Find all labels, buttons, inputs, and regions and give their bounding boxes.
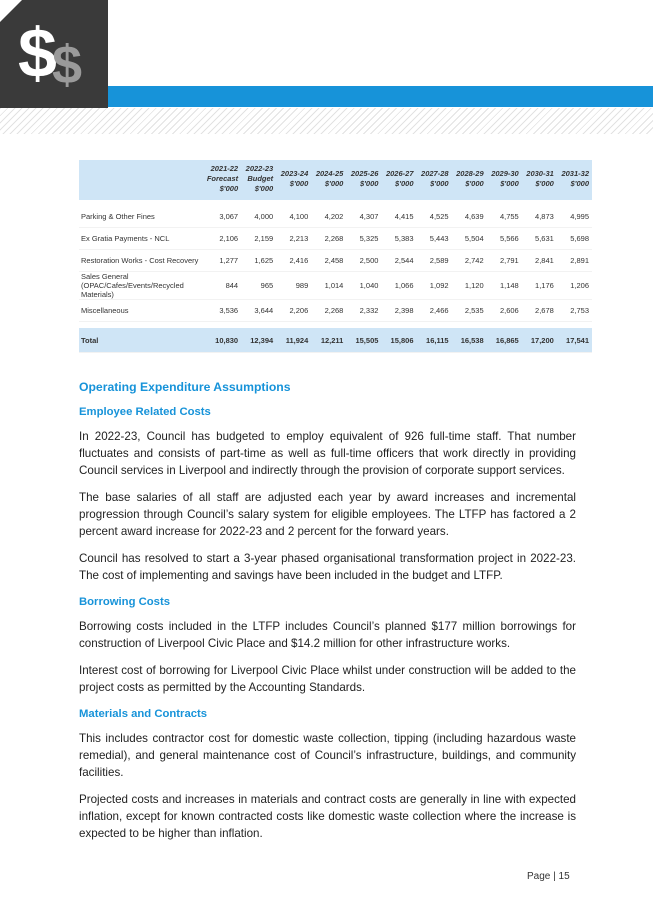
table-cell: 2,589: [417, 250, 452, 272]
total-cell: 16,538: [452, 328, 487, 353]
table-cell: 2,753: [557, 300, 592, 322]
table-body: [79, 200, 592, 353]
header-accent-bar: [108, 86, 653, 107]
table-cell: 2,606: [487, 300, 522, 322]
total-cell: 16,115: [417, 328, 452, 353]
table-cell: 1,040: [346, 272, 381, 300]
table-row: [79, 228, 592, 250]
table-cell: 5,631: [522, 228, 557, 250]
total-cell: 12,394: [241, 328, 276, 353]
table-cell: 1,066: [381, 272, 416, 300]
table-cell: 5,325: [346, 228, 381, 250]
table-row: [79, 206, 592, 228]
dollar-sign-small-icon: $: [52, 35, 83, 95]
paragraph: Interest cost of borrowing for Liverpool Civic Place whilst under construction will be added to the project costs as permitted by the Accounting Standards.: [79, 664, 576, 694]
table-header-cell: 2028-29 $'000: [452, 160, 487, 200]
table-cell: 1,148: [487, 272, 522, 300]
paragraph: This includes contractor cost for domestic waste collection, tipping (including hazardous waste remedial), and general maintenance cost of Council’s infrastructure, buildings, and community facilities.: [79, 732, 576, 779]
dollar-sign-large-icon: $: [18, 14, 57, 92]
table-cell: 5,698: [557, 228, 592, 250]
table-header-cell: 2022-23 Budget $'000: [241, 160, 276, 200]
subheading-borrowing-costs: Borrowing Costs: [79, 596, 171, 608]
total-cell: 17,200: [522, 328, 557, 353]
row-label: Parking & Other Fines: [79, 206, 202, 228]
table-header-cell: 2024-25 $'000: [311, 160, 346, 200]
table-total-row: [79, 328, 592, 353]
revenue-table-container: [79, 160, 592, 353]
table-cell: 2,332: [346, 300, 381, 322]
paragraph: Council has resolved to start a 3-year phased organisational transformation project in 2022-23. The cost of implementing and savings have been included in the budget and LTFP.: [79, 552, 576, 582]
total-cell: 15,505: [346, 328, 381, 353]
table-cell: 3,067: [202, 206, 241, 228]
total-cell: 10,830: [202, 328, 241, 353]
subheading-materials-contracts: Materials and Contracts: [79, 708, 208, 720]
table-header-corner: [79, 160, 202, 200]
table-cell: 1,092: [417, 272, 452, 300]
table-header-cell: 2027-28 $'000: [417, 160, 452, 200]
table-cell: 4,000: [241, 206, 276, 228]
table-cell: 2,106: [202, 228, 241, 250]
table-row: [79, 272, 592, 300]
page-number: Page | 15: [527, 871, 570, 882]
paragraph: In 2022-23, Council has budgeted to employ equivalent of 926 full-time staff. That number fluctuates and consists of part-time as well as full-time officers that work directly in providing Council services in Liverpool and indirectly through the provision of corporate support services.: [79, 430, 576, 477]
paragraph: The base salaries of all staff are adjusted each year by award increases and incremental progression through Council’s salary system for eligible employees. The LTFP has factored a 2 percent award increase for 2022-23 and 2 percent for the forward years.: [79, 491, 576, 538]
subheading-employee-costs: Employee Related Costs: [79, 406, 211, 418]
row-label: Miscellaneous: [79, 300, 202, 322]
table-cell: 2,398: [381, 300, 416, 322]
table-cell: 2,466: [417, 300, 452, 322]
table-cell: 4,755: [487, 206, 522, 228]
table-cell: 4,307: [346, 206, 381, 228]
table-cell: 5,504: [452, 228, 487, 250]
section-heading: Operating Expenditure Assumptions: [79, 380, 291, 394]
table-cell: 1,625: [241, 250, 276, 272]
table-cell: 4,100: [276, 206, 311, 228]
total-cell: 17,541: [557, 328, 592, 353]
table-cell: 5,443: [417, 228, 452, 250]
table-header-cell: 2030-31 $'000: [522, 160, 557, 200]
total-cell: 16,865: [487, 328, 522, 353]
table-header-cell: 2023-24 $'000: [276, 160, 311, 200]
table-cell: 2,206: [276, 300, 311, 322]
table-header-row: [79, 160, 592, 200]
table-header-cell: 2026-27 $'000: [381, 160, 416, 200]
table-cell: 2,891: [557, 250, 592, 272]
table-cell: 989: [276, 272, 311, 300]
table-header-cell: 2029-30 $'000: [487, 160, 522, 200]
total-cell: 11,924: [276, 328, 311, 353]
table-cell: 2,678: [522, 300, 557, 322]
table-cell: 2,500: [346, 250, 381, 272]
table-cell: 4,639: [452, 206, 487, 228]
header-hatch-band: [0, 108, 653, 134]
table-row: [79, 250, 592, 272]
table-cell: 1,206: [557, 272, 592, 300]
table-cell: 2,791: [487, 250, 522, 272]
table-header-cell: 2025-26 $'000: [346, 160, 381, 200]
table-cell: 2,213: [276, 228, 311, 250]
table-cell: 1,120: [452, 272, 487, 300]
table-cell: 2,416: [276, 250, 311, 272]
row-label: Restoration Works - Cost Recovery: [79, 250, 202, 272]
table-cell: 4,525: [417, 206, 452, 228]
table-row: [79, 300, 592, 322]
total-cell: 12,211: [311, 328, 346, 353]
row-label: Sales General (OPAC/Cafes/Events/Recycled Materials): [79, 272, 202, 300]
table-cell: 2,544: [381, 250, 416, 272]
table-cell: 1,277: [202, 250, 241, 272]
table-cell: 4,202: [311, 206, 346, 228]
table-cell: 5,566: [487, 228, 522, 250]
table-cell: 844: [202, 272, 241, 300]
paragraph: Projected costs and increases in materials and contract costs are generally in line with expected inflation, except for known contracted costs like domestic waste collection where the increase is expected to be higher than inflation.: [79, 793, 576, 840]
dollar-logo-icon: [0, 0, 108, 108]
revenue-table: [79, 160, 592, 353]
row-label: Ex Gratia Payments - NCL: [79, 228, 202, 250]
table-cell: 1,176: [522, 272, 557, 300]
table-cell: 2,742: [452, 250, 487, 272]
table-cell: 3,536: [202, 300, 241, 322]
page-content: [79, 378, 576, 842]
table-cell: 4,995: [557, 206, 592, 228]
table-cell: 965: [241, 272, 276, 300]
table-cell: 1,014: [311, 272, 346, 300]
paragraph: Borrowing costs included in the LTFP includes Council’s planned $177 million borrowings for construction of Liverpool Civic Place and $14.2 million for other infrastructure works.: [79, 620, 576, 650]
table-cell: 2,159: [241, 228, 276, 250]
table-cell: 3,644: [241, 300, 276, 322]
table-header-cell: 2031-32 $'000: [557, 160, 592, 200]
table-cell: 4,415: [381, 206, 416, 228]
total-label: Total: [79, 328, 202, 353]
table-cell: 2,458: [311, 250, 346, 272]
table-cell: 2,268: [311, 228, 346, 250]
table-header-cell: 2021-22 Forecast $'000: [202, 160, 241, 200]
table-cell: 4,873: [522, 206, 557, 228]
table-cell: 2,268: [311, 300, 346, 322]
table-cell: 2,841: [522, 250, 557, 272]
table-cell: 2,535: [452, 300, 487, 322]
table-cell: 5,383: [381, 228, 416, 250]
total-cell: 15,806: [381, 328, 416, 353]
